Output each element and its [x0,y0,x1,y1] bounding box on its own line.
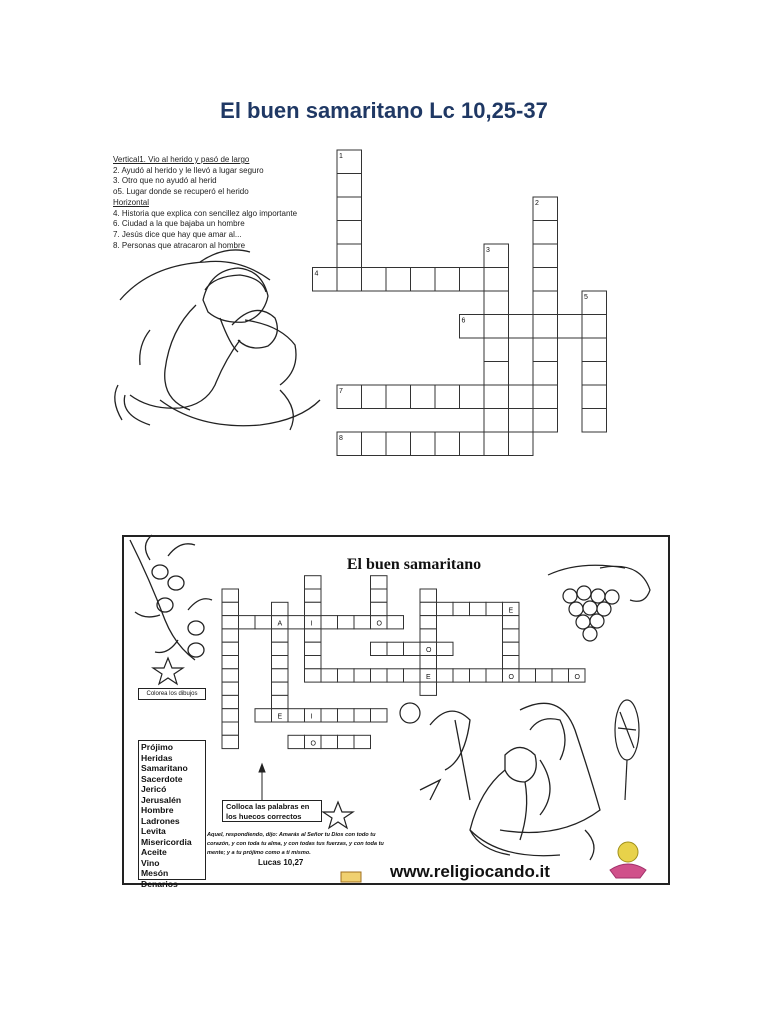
crossword-cell[interactable] [435,385,460,409]
crossword-cell[interactable] [460,268,485,292]
crossword-number: O [508,673,514,681]
crossword-number: E [508,607,514,615]
crossword-grid-top [313,150,607,456]
crossword-cell[interactable] [337,244,362,268]
crossword-cell[interactable] [533,338,558,362]
website-link[interactable]: www.religiocando.it [390,862,550,881]
crossword-number: 3 [486,247,490,254]
crossword-cell[interactable] [509,315,534,339]
word-item: Jerusalén [141,794,182,805]
word-item: Jericó [141,784,167,794]
crossword-number: I [310,713,313,721]
crossword-cell[interactable] [484,315,509,339]
panel-title: El buen samaritano [346,556,482,573]
word-item: Aceite [141,847,167,857]
word-bank [138,740,206,889]
word-item: Vino [141,857,160,868]
crossword-cell[interactable] [533,409,558,433]
crossword-number: E [426,673,431,681]
crossword-cell[interactable] [460,385,485,409]
crossword-cell[interactable] [509,432,534,456]
clue-line: 8. Personas que atracaron al hombre [113,240,246,250]
crossword-number: 2 [535,200,539,207]
word-item: Mesón [141,868,169,878]
crossword-number: O [426,647,432,655]
clue-line: 3. Otro que no ayudó al herid [113,176,217,186]
crossword-cell[interactable] [484,291,509,315]
crossword-number: E [277,713,283,721]
crossword-cell[interactable] [460,432,485,456]
clue-line: o5. Lugar donde se recuperó el herido [113,187,249,197]
crossword-cell[interactable] [362,385,387,409]
word-item: Sacerdote [141,773,183,784]
crossword-cell[interactable] [484,432,509,456]
bible-quote: Aquel, respondiendo, dijo: Amarás al Señor tu Dios con todo tu corazón, y con toda tu alma, y con todas tus fuerzas, y con toda tu mente; y a tu prójimo como a ti mismo. [207,832,384,856]
bible-reference: Lucas 10,27 [258,858,304,867]
crossword-cell[interactable] [484,409,509,433]
crossword-cell[interactable] [582,362,607,386]
crossword-cell[interactable] [435,432,460,456]
crossword-cell[interactable] [484,385,509,409]
clue-line: 7. Jesús dice que hay que amar al... [113,229,242,239]
clue-line: Vertical1. Vio al herido y pasó de largo [113,155,250,164]
samaritan-helping-wounded-man-illustration [115,250,320,430]
word-item: Ladrones [141,815,180,826]
crossword-number: A [277,620,283,628]
crossword-number: 4 [314,270,319,278]
crossword-cell[interactable] [533,268,558,292]
crossword-cell[interactable] [582,315,607,339]
clue-line: 4. Historia que explica con sencillez algo importante [113,208,298,218]
crossword-cell[interactable] [362,432,387,456]
crossword-cell[interactable] [533,221,558,245]
word-item: Hombre [141,805,174,815]
crossword-cell[interactable] [582,409,607,433]
crossword-number: 1 [339,153,343,160]
crossword-cell[interactable] [411,385,436,409]
word-item: Heridas [141,752,173,763]
crossword-cell[interactable] [337,221,362,245]
crossword-cell[interactable] [533,291,558,315]
crossword-cell[interactable] [533,244,558,268]
crossword-cell[interactable] [411,432,436,456]
crossword-cell[interactable] [484,362,509,386]
word-item: Denarios [141,878,178,889]
crossword-number: 7 [339,388,343,395]
crossword-cell[interactable] [362,268,387,292]
crossword-cell[interactable] [558,315,583,339]
clue-line: 2. Ayudó al herido y le llevó a lugar seguro [113,165,264,175]
crossword-number: I [310,620,313,628]
crossword-number: 8 [339,435,343,442]
crossword-cell[interactable] [533,315,558,339]
crossword-cell[interactable] [337,268,362,292]
crossword-cell[interactable] [533,385,558,409]
crossword-cell[interactable] [337,197,362,221]
crossword-cell[interactable] [509,385,534,409]
crossword-cell[interactable] [337,174,362,198]
crossword-number: O [574,673,580,681]
crossword-cell[interactable] [435,268,460,292]
word-item: Prójimo [141,742,173,752]
worksheet-title: El buen samaritano Lc 10,25-37 [220,98,548,123]
clue-line: Horizontal [113,197,150,207]
crossword-cell[interactable] [582,385,607,409]
crossword-cell[interactable] [411,268,436,292]
word-item: Levita [141,826,166,836]
crossword-cell[interactable] [533,362,558,386]
crossword-cell[interactable] [484,338,509,362]
crossword-number: 6 [461,317,466,325]
instruction-box: Colloca las palabras en los huecos correctos [222,800,322,822]
crossword-number: O [310,740,316,748]
crossword-number: O [376,620,382,628]
crossword-cell[interactable] [484,268,509,292]
colorea-label: Colorea los dibujos [138,688,206,700]
clue-line: 6. Ciudad a la que bajaba un hombre [113,219,245,229]
crossword-cell[interactable] [386,432,411,456]
word-item: Samaritano [141,763,188,773]
crossword-cell[interactable] [386,385,411,409]
crossword-number: 5 [584,294,588,301]
crossword-cell[interactable] [386,268,411,292]
crossword-cell[interactable] [582,338,607,362]
word-item: Misericordia [141,836,192,847]
